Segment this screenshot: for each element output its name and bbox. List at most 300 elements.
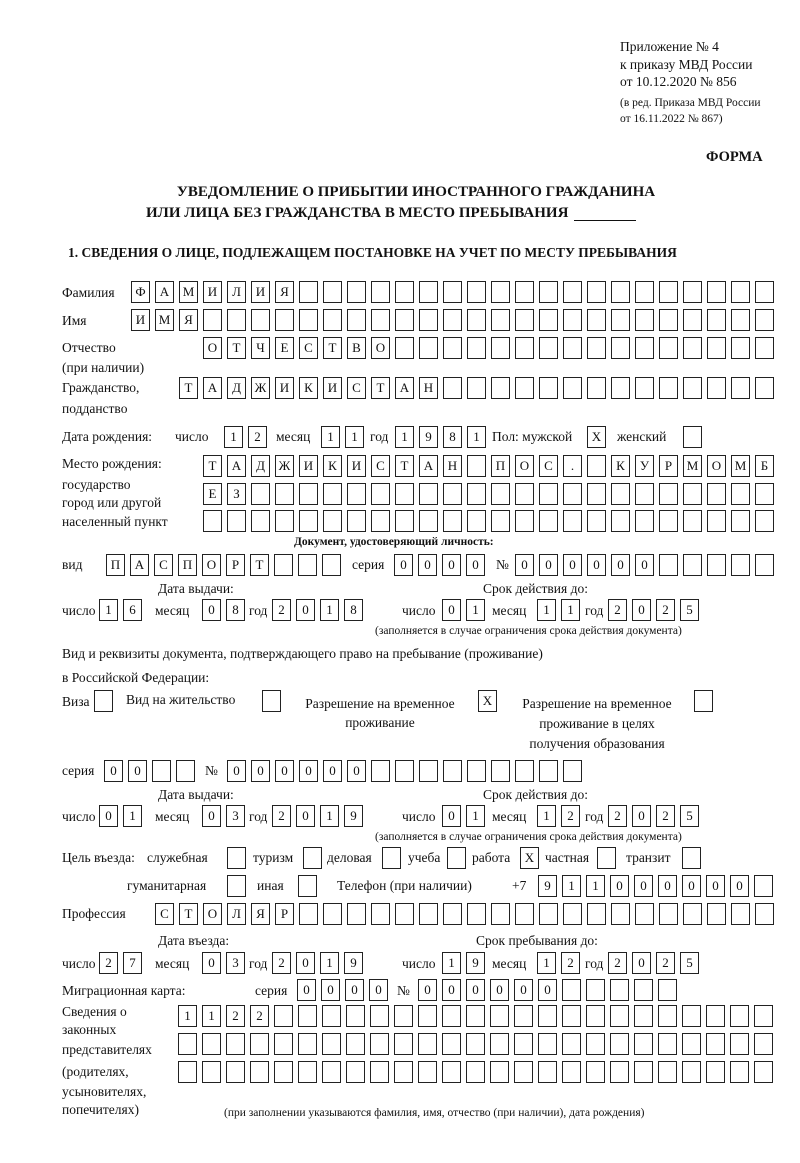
char-box[interactable] (610, 1033, 629, 1055)
char-box[interactable]: О (371, 337, 390, 359)
option-temp-permit-education-checkbox[interactable] (694, 690, 713, 712)
char-box[interactable] (178, 1033, 197, 1055)
option-temp-permit-checkbox[interactable]: X (478, 690, 497, 712)
char-box[interactable]: О (707, 455, 726, 477)
char-box[interactable]: И (347, 455, 366, 477)
char-box[interactable] (323, 483, 342, 505)
char-box[interactable] (610, 1005, 629, 1027)
char-box[interactable] (611, 337, 630, 359)
char-box[interactable]: 1 (467, 426, 486, 448)
char-box[interactable] (226, 1061, 245, 1083)
char-box[interactable] (370, 1005, 389, 1027)
char-box[interactable] (707, 483, 726, 505)
char-box[interactable] (562, 1061, 581, 1083)
char-box[interactable] (683, 281, 702, 303)
char-box[interactable]: 0 (563, 554, 582, 576)
char-box[interactable]: 1 (224, 426, 243, 448)
char-box[interactable]: Н (419, 377, 438, 399)
sex-female-checkbox[interactable] (683, 426, 702, 448)
char-box[interactable]: 1 (202, 1005, 221, 1027)
char-box[interactable] (658, 1005, 677, 1027)
char-box[interactable]: О (203, 337, 222, 359)
char-box[interactable] (298, 1061, 317, 1083)
char-box[interactable] (634, 1033, 653, 1055)
char-box[interactable] (634, 1005, 653, 1027)
char-box[interactable] (442, 1005, 461, 1027)
char-box[interactable]: 2 (608, 952, 627, 974)
purpose-official-checkbox[interactable] (227, 847, 246, 869)
char-box[interactable] (371, 903, 390, 925)
char-box[interactable]: Р (275, 903, 294, 925)
char-box[interactable]: О (515, 455, 534, 477)
char-box[interactable]: 0 (99, 805, 118, 827)
char-box[interactable] (395, 760, 414, 782)
purpose-other-checkbox[interactable] (298, 875, 317, 897)
char-box[interactable]: 0 (635, 554, 654, 576)
char-box[interactable] (635, 309, 654, 331)
char-box[interactable] (371, 760, 390, 782)
char-box[interactable] (563, 377, 582, 399)
char-box[interactable] (586, 979, 605, 1001)
char-box[interactable]: В (347, 337, 366, 359)
char-box[interactable] (371, 510, 390, 532)
char-box[interactable] (611, 510, 630, 532)
char-box[interactable] (611, 281, 630, 303)
char-box[interactable] (250, 1033, 269, 1055)
char-box[interactable] (323, 281, 342, 303)
char-box[interactable]: Л (227, 281, 246, 303)
char-box[interactable] (634, 1061, 653, 1083)
char-box[interactable] (730, 1033, 749, 1055)
char-box[interactable]: 0 (321, 979, 340, 1001)
char-box[interactable] (611, 309, 630, 331)
char-box[interactable]: 0 (296, 952, 315, 974)
char-box[interactable] (274, 554, 293, 576)
char-box[interactable] (515, 510, 534, 532)
char-box[interactable] (587, 309, 606, 331)
char-box[interactable] (706, 1061, 725, 1083)
char-box[interactable] (515, 903, 534, 925)
char-box[interactable]: 0 (442, 554, 461, 576)
char-box[interactable] (635, 337, 654, 359)
char-box[interactable]: 2 (561, 805, 580, 827)
char-box[interactable]: А (203, 377, 222, 399)
char-box[interactable] (347, 510, 366, 532)
char-box[interactable] (275, 309, 294, 331)
char-box[interactable]: 0 (128, 760, 147, 782)
char-box[interactable] (370, 1033, 389, 1055)
char-box[interactable]: 0 (296, 805, 315, 827)
char-box[interactable] (563, 483, 582, 505)
char-box[interactable] (299, 903, 318, 925)
char-box[interactable]: 9 (344, 805, 363, 827)
char-box[interactable]: М (155, 309, 174, 331)
char-box[interactable] (755, 510, 774, 532)
char-box[interactable] (539, 309, 558, 331)
char-box[interactable]: 2 (250, 1005, 269, 1027)
char-box[interactable] (299, 483, 318, 505)
char-box[interactable] (202, 1061, 221, 1083)
char-box[interactable] (395, 281, 414, 303)
char-box[interactable] (514, 1033, 533, 1055)
char-box[interactable] (683, 903, 702, 925)
char-box[interactable] (176, 760, 195, 782)
char-box[interactable]: 1 (320, 952, 339, 974)
char-box[interactable]: Т (179, 903, 198, 925)
char-box[interactable] (491, 760, 510, 782)
char-box[interactable]: 0 (418, 554, 437, 576)
char-box[interactable] (299, 510, 318, 532)
char-box[interactable] (562, 1033, 581, 1055)
char-box[interactable] (755, 281, 774, 303)
char-box[interactable] (322, 1005, 341, 1027)
char-box[interactable] (730, 1061, 749, 1083)
char-box[interactable] (707, 510, 726, 532)
char-box[interactable]: 0 (514, 979, 533, 1001)
char-box[interactable]: 2 (272, 952, 291, 974)
char-box[interactable]: 0 (227, 760, 246, 782)
char-box[interactable]: 1 (345, 426, 364, 448)
char-box[interactable] (299, 281, 318, 303)
char-box[interactable]: 0 (202, 805, 221, 827)
char-box[interactable]: 1 (442, 952, 461, 974)
char-box[interactable] (418, 1005, 437, 1027)
char-box[interactable] (490, 1061, 509, 1083)
char-box[interactable] (395, 337, 414, 359)
char-box[interactable]: 0 (299, 760, 318, 782)
char-box[interactable]: 0 (104, 760, 123, 782)
char-box[interactable] (419, 510, 438, 532)
char-box[interactable] (442, 1033, 461, 1055)
char-box[interactable] (370, 1061, 389, 1083)
char-box[interactable]: 1 (537, 599, 556, 621)
char-box[interactable]: А (395, 377, 414, 399)
char-box[interactable] (755, 309, 774, 331)
char-box[interactable] (635, 903, 654, 925)
char-box[interactable] (538, 1061, 557, 1083)
char-box[interactable]: 1 (586, 875, 605, 897)
char-box[interactable] (152, 760, 171, 782)
char-box[interactable] (418, 1061, 437, 1083)
char-box[interactable] (298, 554, 317, 576)
char-box[interactable] (443, 281, 462, 303)
char-box[interactable]: Т (371, 377, 390, 399)
char-box[interactable]: 6 (123, 599, 142, 621)
char-box[interactable] (490, 1033, 509, 1055)
char-box[interactable]: 0 (347, 760, 366, 782)
char-box[interactable]: Б (755, 455, 774, 477)
char-box[interactable]: Я (179, 309, 198, 331)
char-box[interactable]: 0 (611, 554, 630, 576)
purpose-study-checkbox[interactable] (447, 847, 466, 869)
char-box[interactable] (682, 1033, 701, 1055)
purpose-private-checkbox[interactable] (597, 847, 616, 869)
char-box[interactable] (346, 1005, 365, 1027)
char-box[interactable]: 1 (466, 805, 485, 827)
char-box[interactable]: 1 (466, 599, 485, 621)
char-box[interactable]: 0 (202, 599, 221, 621)
char-box[interactable]: С (347, 377, 366, 399)
char-box[interactable] (658, 979, 677, 1001)
char-box[interactable]: Д (251, 455, 270, 477)
char-box[interactable] (515, 483, 534, 505)
char-box[interactable] (706, 1005, 725, 1027)
char-box[interactable] (563, 309, 582, 331)
char-box[interactable] (299, 309, 318, 331)
char-box[interactable]: П (491, 455, 510, 477)
char-box[interactable] (274, 1061, 293, 1083)
char-box[interactable]: 0 (442, 805, 461, 827)
char-box[interactable]: 1 (320, 805, 339, 827)
char-box[interactable] (491, 903, 510, 925)
char-box[interactable]: И (299, 455, 318, 477)
char-box[interactable] (659, 281, 678, 303)
char-box[interactable]: С (539, 455, 558, 477)
char-box[interactable] (539, 510, 558, 532)
char-box[interactable] (539, 903, 558, 925)
char-box[interactable] (682, 1005, 701, 1027)
char-box[interactable] (298, 1033, 317, 1055)
char-box[interactable] (539, 760, 558, 782)
char-box[interactable] (731, 903, 750, 925)
char-box[interactable]: 1 (561, 599, 580, 621)
char-box[interactable]: 0 (632, 952, 651, 974)
char-box[interactable] (323, 510, 342, 532)
char-box[interactable] (610, 1061, 629, 1083)
char-box[interactable]: С (155, 903, 174, 925)
char-box[interactable] (754, 875, 773, 897)
char-box[interactable]: К (299, 377, 318, 399)
char-box[interactable] (539, 483, 558, 505)
char-box[interactable]: 3 (226, 952, 245, 974)
char-box[interactable]: 0 (610, 875, 629, 897)
char-box[interactable]: Т (395, 455, 414, 477)
char-box[interactable]: 0 (587, 554, 606, 576)
char-box[interactable]: 2 (656, 952, 675, 974)
char-box[interactable] (707, 903, 726, 925)
char-box[interactable] (491, 309, 510, 331)
char-box[interactable] (467, 760, 486, 782)
char-box[interactable] (298, 1005, 317, 1027)
char-box[interactable]: Ж (275, 455, 294, 477)
char-box[interactable] (635, 377, 654, 399)
char-box[interactable] (203, 309, 222, 331)
purpose-transit-checkbox[interactable] (682, 847, 701, 869)
char-box[interactable] (754, 1061, 773, 1083)
char-box[interactable] (683, 483, 702, 505)
char-box[interactable] (635, 281, 654, 303)
char-box[interactable]: 2 (656, 599, 675, 621)
char-box[interactable]: 0 (682, 875, 701, 897)
char-box[interactable]: 1 (562, 875, 581, 897)
char-box[interactable] (443, 377, 462, 399)
char-box[interactable]: О (203, 903, 222, 925)
char-box[interactable] (419, 337, 438, 359)
char-box[interactable] (371, 309, 390, 331)
char-box[interactable] (443, 483, 462, 505)
char-box[interactable]: С (154, 554, 173, 576)
char-box[interactable] (539, 377, 558, 399)
char-box[interactable]: 8 (226, 599, 245, 621)
char-box[interactable] (755, 483, 774, 505)
char-box[interactable]: Е (203, 483, 222, 505)
char-box[interactable]: Р (226, 554, 245, 576)
char-box[interactable] (658, 1061, 677, 1083)
char-box[interactable] (491, 377, 510, 399)
char-box[interactable] (346, 1061, 365, 1083)
char-box[interactable] (587, 903, 606, 925)
char-box[interactable]: К (323, 455, 342, 477)
char-box[interactable] (322, 1033, 341, 1055)
char-box[interactable]: 0 (442, 979, 461, 1001)
char-box[interactable] (443, 337, 462, 359)
char-box[interactable] (562, 979, 581, 1001)
char-box[interactable]: Т (203, 455, 222, 477)
char-box[interactable] (730, 1005, 749, 1027)
char-box[interactable] (467, 309, 486, 331)
char-box[interactable]: И (131, 309, 150, 331)
char-box[interactable] (371, 281, 390, 303)
char-box[interactable] (755, 337, 774, 359)
char-box[interactable]: М (731, 455, 750, 477)
char-box[interactable] (659, 554, 678, 576)
char-box[interactable] (443, 903, 462, 925)
char-box[interactable]: 0 (297, 979, 316, 1001)
char-box[interactable]: М (179, 281, 198, 303)
char-box[interactable]: Д (227, 377, 246, 399)
char-box[interactable]: А (227, 455, 246, 477)
char-box[interactable] (562, 1005, 581, 1027)
char-box[interactable]: М (683, 455, 702, 477)
char-box[interactable] (467, 510, 486, 532)
char-box[interactable] (659, 483, 678, 505)
char-box[interactable]: 2 (272, 805, 291, 827)
char-box[interactable]: 2 (608, 599, 627, 621)
char-box[interactable] (419, 903, 438, 925)
char-box[interactable] (275, 510, 294, 532)
char-box[interactable] (442, 1061, 461, 1083)
char-box[interactable] (226, 1033, 245, 1055)
char-box[interactable]: Ч (251, 337, 270, 359)
char-box[interactable]: Ф (131, 281, 150, 303)
char-box[interactable] (563, 510, 582, 532)
char-box[interactable] (658, 1033, 677, 1055)
char-box[interactable] (490, 1005, 509, 1027)
char-box[interactable] (610, 979, 629, 1001)
char-box[interactable]: 1 (178, 1005, 197, 1027)
char-box[interactable]: И (275, 377, 294, 399)
char-box[interactable] (538, 1005, 557, 1027)
char-box[interactable]: 0 (490, 979, 509, 1001)
char-box[interactable] (611, 377, 630, 399)
char-box[interactable] (443, 510, 462, 532)
char-box[interactable]: С (371, 455, 390, 477)
char-box[interactable] (395, 483, 414, 505)
char-box[interactable]: Ж (251, 377, 270, 399)
char-box[interactable] (395, 510, 414, 532)
char-box[interactable] (443, 760, 462, 782)
char-box[interactable] (515, 377, 534, 399)
char-box[interactable]: У (635, 455, 654, 477)
char-box[interactable]: 1 (537, 952, 556, 974)
char-box[interactable] (251, 309, 270, 331)
char-box[interactable] (563, 281, 582, 303)
char-box[interactable]: 2 (656, 805, 675, 827)
char-box[interactable] (755, 377, 774, 399)
char-box[interactable] (731, 309, 750, 331)
char-box[interactable] (731, 281, 750, 303)
char-box[interactable]: 9 (466, 952, 485, 974)
char-box[interactable] (347, 903, 366, 925)
char-box[interactable] (611, 903, 630, 925)
char-box[interactable] (539, 281, 558, 303)
char-box[interactable]: 5 (680, 599, 699, 621)
char-box[interactable]: Е (275, 337, 294, 359)
char-box[interactable]: И (251, 281, 270, 303)
char-box[interactable] (731, 554, 750, 576)
char-box[interactable] (491, 281, 510, 303)
char-box[interactable]: 0 (539, 554, 558, 576)
char-box[interactable]: Н (443, 455, 462, 477)
char-box[interactable]: А (130, 554, 149, 576)
char-box[interactable] (634, 979, 653, 1001)
char-box[interactable]: 2 (226, 1005, 245, 1027)
char-box[interactable] (731, 483, 750, 505)
char-box[interactable] (659, 337, 678, 359)
char-box[interactable]: С (299, 337, 318, 359)
char-box[interactable] (323, 903, 342, 925)
char-box[interactable]: 0 (418, 979, 437, 1001)
char-box[interactable] (635, 510, 654, 532)
char-box[interactable]: 0 (345, 979, 364, 1001)
purpose-humanitarian-checkbox[interactable] (227, 875, 246, 897)
char-box[interactable]: 0 (706, 875, 725, 897)
char-box[interactable]: И (323, 377, 342, 399)
char-box[interactable] (514, 1061, 533, 1083)
char-box[interactable]: 5 (680, 805, 699, 827)
char-box[interactable] (466, 1005, 485, 1027)
char-box[interactable] (611, 483, 630, 505)
char-box[interactable]: Т (179, 377, 198, 399)
char-box[interactable]: Л (227, 903, 246, 925)
purpose-tourism-checkbox[interactable] (303, 847, 322, 869)
char-box[interactable] (275, 483, 294, 505)
char-box[interactable] (635, 483, 654, 505)
char-box[interactable]: 0 (466, 979, 485, 1001)
char-box[interactable]: 2 (99, 952, 118, 974)
char-box[interactable] (755, 903, 774, 925)
option-visa-checkbox[interactable] (94, 690, 113, 712)
char-box[interactable] (754, 1005, 773, 1027)
char-box[interactable] (587, 281, 606, 303)
char-box[interactable] (586, 1005, 605, 1027)
char-box[interactable]: 5 (680, 952, 699, 974)
char-box[interactable] (731, 377, 750, 399)
char-box[interactable] (419, 309, 438, 331)
char-box[interactable] (755, 554, 774, 576)
char-box[interactable] (467, 377, 486, 399)
char-box[interactable] (251, 510, 270, 532)
char-box[interactable] (683, 377, 702, 399)
char-box[interactable]: 0 (323, 760, 342, 782)
char-box[interactable]: 9 (538, 875, 557, 897)
char-box[interactable] (274, 1033, 293, 1055)
char-box[interactable]: 0 (634, 875, 653, 897)
char-box[interactable]: Т (227, 337, 246, 359)
char-box[interactable]: Т (250, 554, 269, 576)
char-box[interactable] (418, 1033, 437, 1055)
char-box[interactable] (250, 1061, 269, 1083)
